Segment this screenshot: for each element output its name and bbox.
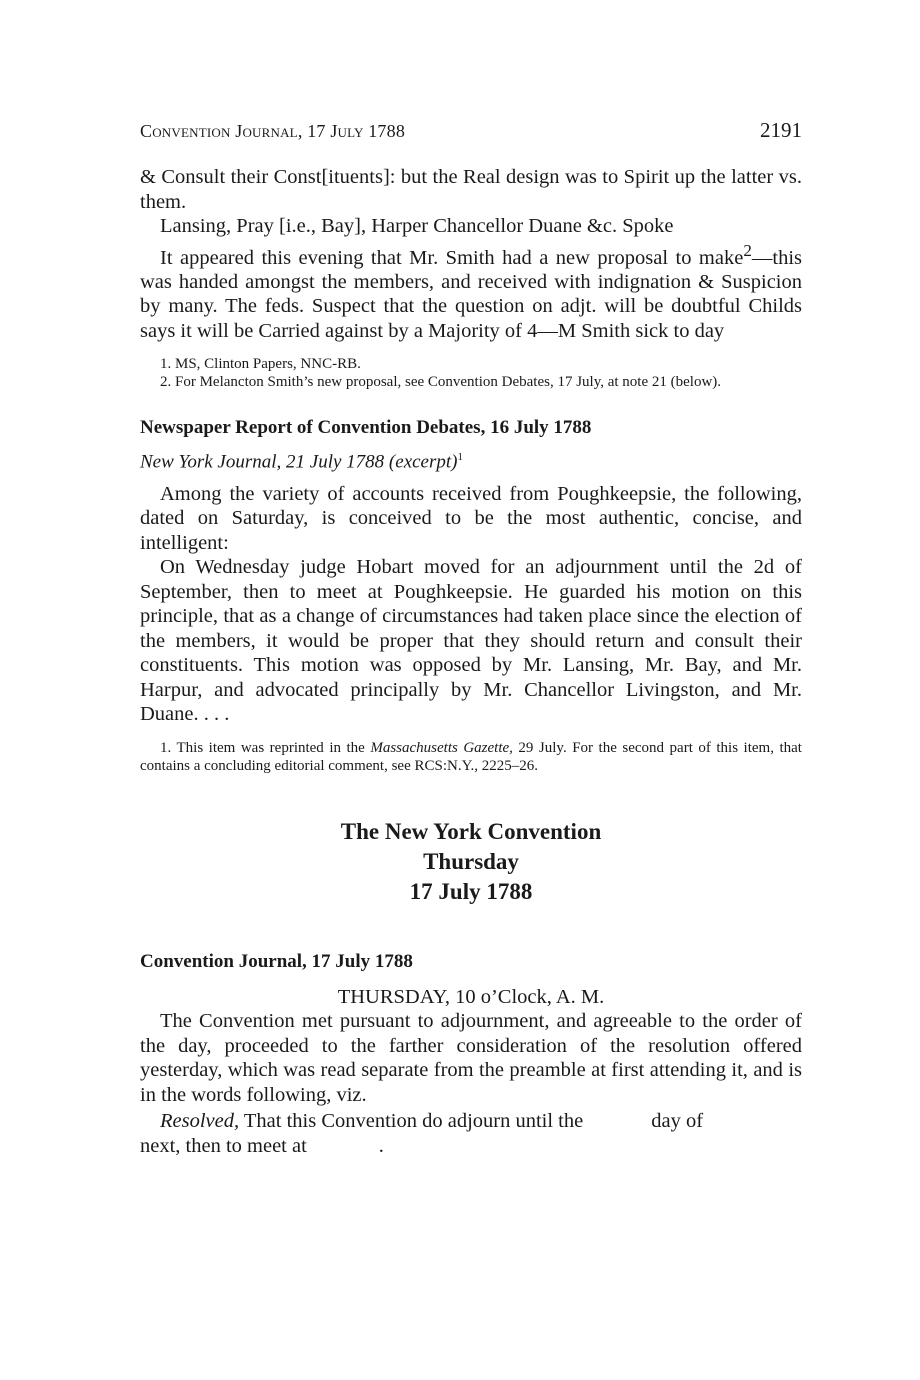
- resolved-end: .: [378, 1134, 384, 1157]
- footnote-2: 2. For Melancton Smith’s new proposal, see Convention Debates, 17 July, at note 21 (below).: [160, 374, 722, 391]
- resolved-italic: Resolved,: [160, 1110, 240, 1133]
- convention-heading-line-3: 17 July 1788: [409, 878, 533, 904]
- paragraph-accounts: Among the variety of accounts received from Poughkeepsie, the following, dated on Saturday, is conceived to be the most authentic, concise, and intelligent:: [140, 482, 802, 554]
- journal-time-line: THURSDAY, 10 o’Clock, A. M.: [337, 985, 605, 1008]
- newspaper-note-end: 29 July. For the second part of this item, that contains a concluding editorial comment, see RCS:N.Y., 2225–26.: [140, 739, 802, 774]
- newspaper-note-start: 1. This item was reprinted in the: [160, 739, 371, 756]
- paragraph-consult: & Consult their Const[ituents]: but the Real design was to Spirit up the latter vs. them.: [140, 166, 802, 213]
- running-head-title: Convention Journal, 17 July 1788: [140, 121, 406, 141]
- document-page: [140, 118, 802, 1158]
- paragraph-convention-met: The Convention met pursuant to adjournment, and agreeable to the order of the day, proceeded to the farther consideration of the resolution offered yesterday, which was read separate from the preamble at first attending it, and is in the words following, viz.: [140, 1010, 802, 1106]
- newspaper-source-text: New York Journal, 21 July 1788 (excerpt): [140, 451, 458, 473]
- page-number: 2191: [760, 118, 802, 142]
- proposal-text-start: It appeared this evening that Mr. Smith had a new proposal to make: [160, 246, 744, 269]
- convention-day-heading: [140, 817, 802, 907]
- journal-continuation: [140, 165, 802, 391]
- paragraph-speakers: Lansing, Pray [i.e., Bay], Harper Chancellor Duane &c. Spoke: [160, 215, 674, 237]
- convention-journal-section: [140, 951, 802, 1159]
- footnotes-newspaper: [140, 739, 802, 775]
- source-footnote-ref: 1: [457, 451, 463, 464]
- newspaper-report-section: [140, 417, 802, 774]
- newspaper-report-heading: Newspaper Report of Convention Debates, 16 July 1788: [140, 417, 592, 439]
- footnote-1: 1. MS, Clinton Papers, NNC-RB.: [160, 356, 361, 373]
- paragraph-hobart-motion: On Wednesday judge Hobart moved for an adjournment until the 2d of September, then to meet at Poughkeepsie. He guarded his motion on this principle, that as a change of circumstances had taken place since the election of the members, it would be proper that they should return and consult their constituents. This motion was opposed by Mr. Lansing, Mr. Bay, and Mr. Harpur, and advocated principally by Mr. Chancellor Livingston, and Mr. Duane. . . .: [140, 556, 802, 726]
- newspaper-note-italic: Massachusetts Gazette,: [370, 739, 513, 756]
- convention-heading-line-1: The New York Convention: [340, 818, 602, 844]
- newspaper-source: [140, 451, 802, 473]
- newspaper-footnote-1: [140, 739, 802, 775]
- paragraph-resolved-cont: [140, 1134, 802, 1159]
- footnote-ref-2: 2: [743, 240, 752, 260]
- proposal-text-end: —this was handed amongst the members, and received with indignation & Suspicion by many. The feds. Suspect that the question on adjt. will be doubtful Childs says it will be Carried against by a Majority of 4—M Smith sick to day: [140, 246, 802, 342]
- resolved-text: That this Convention do adjourn until the: [239, 1110, 584, 1133]
- convention-journal-heading: Convention Journal, 17 July 1788: [140, 950, 413, 972]
- paragraph-smith-proposal: [140, 239, 802, 344]
- resolved-day-of: day of: [651, 1110, 704, 1133]
- footnotes-top: [140, 355, 802, 391]
- convention-heading-line-2: Thursday: [423, 848, 519, 874]
- running-head: [140, 118, 802, 143]
- paragraph-resolved: [140, 1109, 802, 1134]
- resolved-line-2: next, then to meet at: [140, 1134, 307, 1157]
